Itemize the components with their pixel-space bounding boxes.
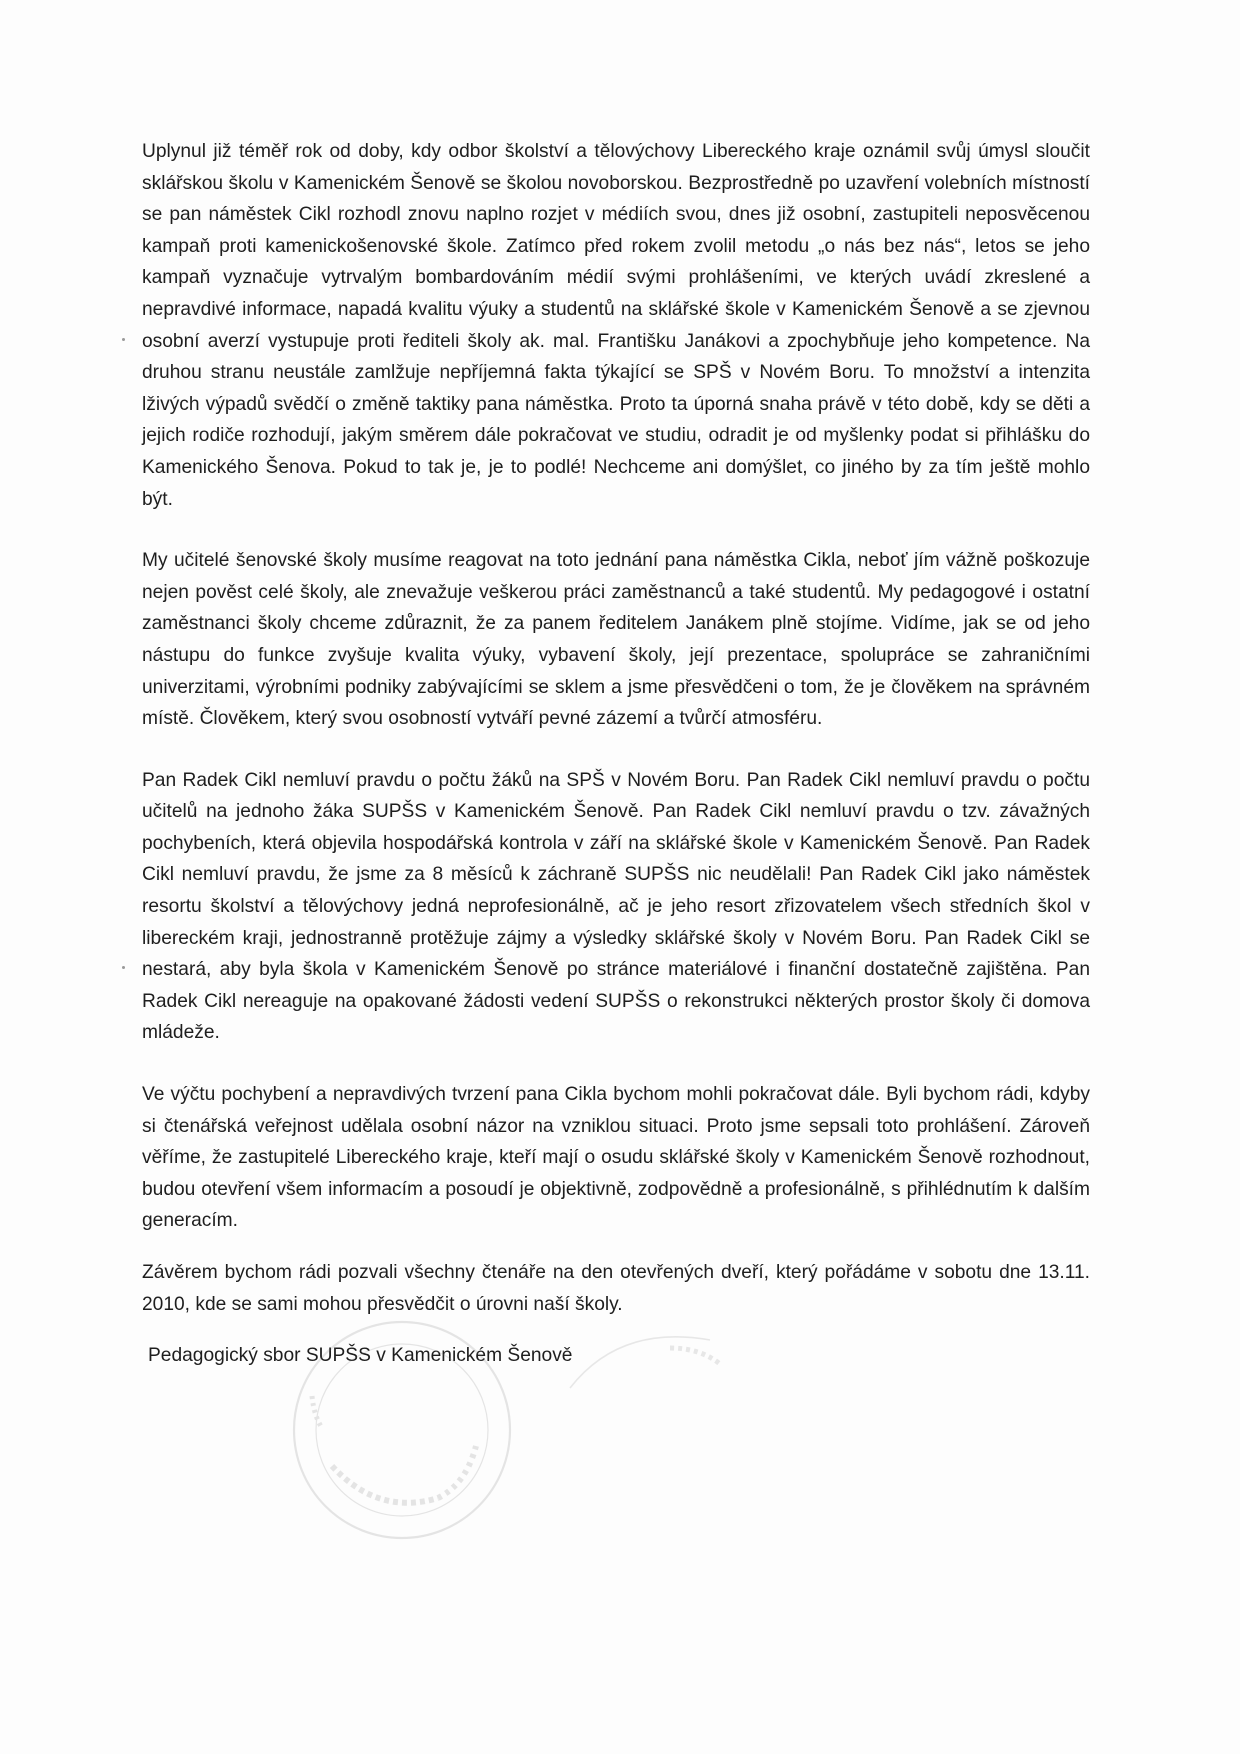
paragraph-appeal: Ve výčtu pochybení a nepravdivých tvrzení pana Cikla bychom mohli pokračovat dále. Byli bychom rádi, kdyby si čtenářská veřejnost udělala osobní názor na vzniklou situaci. Proto jsme sepsali toto prohlášení. Zároveň věříme, že zastupitelé Libereckého kraje, kteří mají o osudu sklářské školy v Kamenickém Šenově rozhodnout, budou otevření všem informacím a posoudí je objektivně, zodpovědně a profesionálně, s přihlédnutím k dalším generacím. xyxy=(142,1084,1090,1232)
paragraph-invitation: Závěrem bychom rádi pozvali všechny čtenáře na den otevřených dveří, který pořádáme v sobotu dne 13.11. 2010, kde se sami mohou přesvědčit o úrovni naší školy. xyxy=(142,1262,1090,1315)
round-school-stamp-icon xyxy=(288,1316,516,1544)
signature-line: Pedagogický sbor SUPŠS v Kamenickém Šenově xyxy=(148,1345,573,1367)
paragraph-intro: Uplynul již téměř rok od doby, kdy odbor školství a tělovýchovy Libereckého kraje oznámil svůj úmysl sloučit sklářskou školu v Kamenickém Šenově se školou novoborskou. Bezprostředně po uzavření volebních místností se pan náměstek Cikl rozhodl znovu naplno rozjet v médiích svou, dnes již osobní, zastupiteli neposvěcenou kampaň proti kamenickošenovské škole. Zatímco před rokem zvolil metodu „o nás bez nás“, letos se jeho kampaň vyznačuje vytrvalým bombardováním médií svými prohlášeními, ve kterých uvádí zkreslené a nepravdivé informace, napadá kvalitu výuky a studentů na sklářské škole v Kamenickém Šenově a se zjevnou osobní averzí vystupuje proti řediteli školy ak. mal. Františku Janákovi a zpochybňuje jeho kompetence. Na druhou stranu neustále zamlžuje nepříjemná fakta týkající se SPŠ v Novém Boru. To množství a intenzita lživých výpadů svědčí o změně taktiky pana náměstka. Proto ta úporná snaha právě v této době, kdy se děti a jejich rodiče rozhodují, jakým směrem dále pokračovat ve studiu, odradit je od myšlenky podat si přihlášku do Kamenického Šenova. Pokud to tak je, je to podlé! Nechceme ani domýšlet, co jiného by za tím ještě mohlo být. xyxy=(142,141,1090,510)
scan-dot xyxy=(122,966,125,969)
paragraph-teachers-response: My učitelé šenovské školy musíme reagovat na toto jednání pana náměstka Cikla, neboť jím vážně poškozuje nejen pověst celé školy, ale znevažuje veškerou práci zaměstnanců a také studentů. My pedagogové i ostatní zaměstnanci školy chceme zdůraznit, že za panem ředitelem Janákem plně stojíme. Vidíme, jak se od jeho nástupu do funkce zvyšuje kvalita výuky, vybavení školy, její prezentace, spolupráce se zahraničními univerzitami, výrobními podniky zabývajícími se sklem a jsme přesvědčeni o tom, že je člověkem na správném místě. Člověkem, který svou osobností vytváří pevné zázemí a tvůrčí atmosféru. xyxy=(142,550,1090,730)
stamp-fragment-icon xyxy=(560,1318,750,1438)
letter-body xyxy=(142,136,1090,1372)
scan-dot xyxy=(122,338,125,341)
paragraph-accusations: Pan Radek Cikl nemluví pravdu o počtu žáků na SPŠ v Novém Boru. Pan Radek Cikl nemluví pravdu o počtu učitelů na jednoho žáka SUPŠS v Kamenickém Šenově. Pan Radek Cikl nemluví pravdu o tzv. závažných pochybeních, která objevila hospodářská kontrola v září na sklářské škole v Kamenickém Šenově. Pan Radek Cikl nemluví pravdu, že jsme za 8 měsíců k záchraně SUPŠS nic neudělali! Pan Radek Cikl jako náměstek resortu školství a tělovýchovy jedná neprofesionálně, ač je jeho resort zřizovatelem všech středních škol v libereckém kraji, jednostranně protěžuje zájmy a výsledky sklářské školy v Novém Boru. Pan Radek Cikl se nestará, aby byla škola v Kamenickém Šenově po stránce materiálové i finanční dostatečně zajištěna. Pan Radek Cikl nereaguje na opakované žádosti vedení SUPŠS o rekonstrukci některých prostor školy či domova mládeže. xyxy=(142,769,1090,1044)
